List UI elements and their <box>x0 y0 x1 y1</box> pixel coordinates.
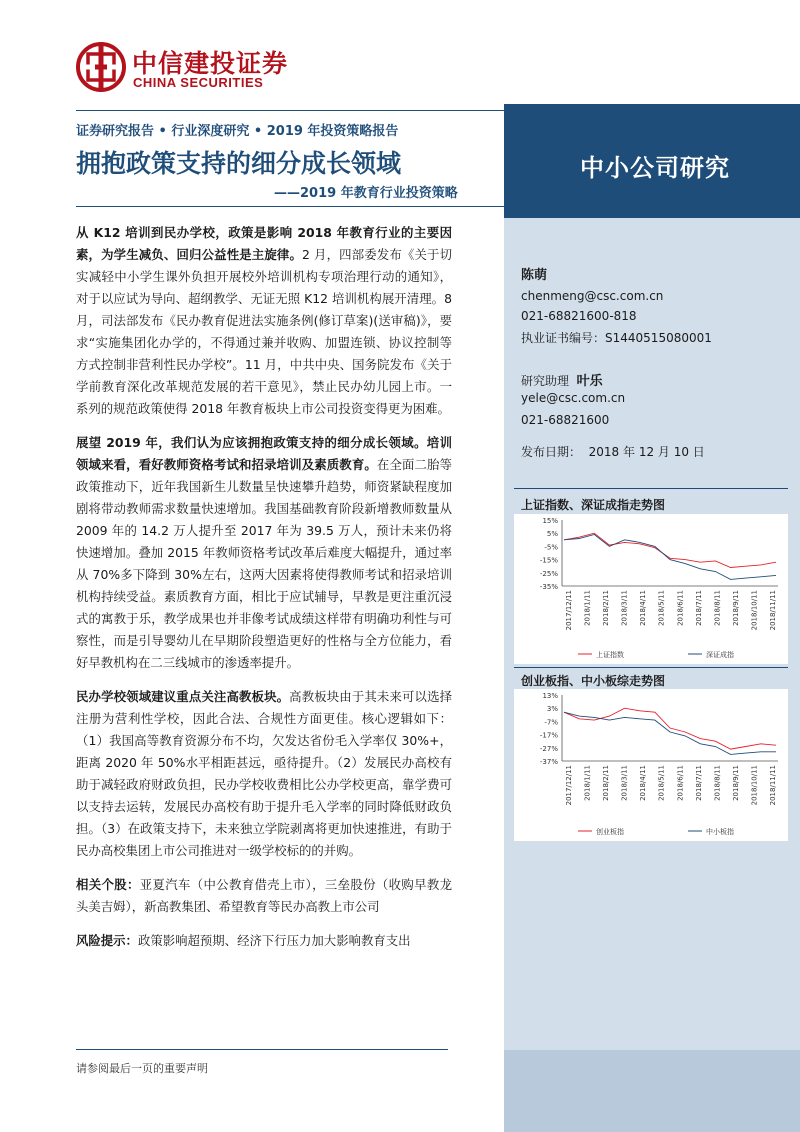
chart2-x-tick-label: 2018/4/11 <box>639 765 648 801</box>
p3-text: 高教板块由于其未来可以选择注册为营利性学校，因此合法、合规性方面更佳。核心逻辑如下：（1）我国高等教育资源分布不均，欠发达省份毛入学率仅 30%+，距离 2020 年 50%水平相距甚远，亟待提升。（2）发展民办高校有助于减轻政府财政负担，民办学校收费相比公办学校更高，靠学费可以支持去运转，发展民办高校有助于提升毛入学率的同时降低财政负担。（3）在政策支持下，未来独立学院剥离将更加快速推进，有助于民办高校集团上市公司推进对一级学校标的的并购。 <box>76 689 453 858</box>
sidebar-header <box>504 104 800 218</box>
chart2-svg <box>514 689 788 841</box>
paragraph-outlook <box>76 432 452 674</box>
cert-number: S1440515080001 <box>605 331 712 345</box>
paragraph-risk <box>76 930 452 952</box>
chart1-box <box>514 514 788 664</box>
publish-date: 2018 年 12 月 10 日 <box>588 445 705 459</box>
assistant-line <box>521 370 603 389</box>
chart2-x-tick-label: 2018/10/11 <box>750 765 759 806</box>
chart1-x-tick-label: 2018/2/11 <box>602 590 611 626</box>
chart1-x-tick-label: 2018/4/11 <box>639 590 648 626</box>
chart1-y-tick-label: 15% <box>542 517 558 525</box>
chart2-y-tick-label: -27% <box>539 744 558 753</box>
chart2-y-tick-label: -37% <box>539 758 558 766</box>
chart1-legend-label: 上证指数 <box>596 651 624 659</box>
chart2-y-tick-label: -17% <box>539 731 558 740</box>
chart1-x-tick-label: 2018/8/11 <box>713 590 722 626</box>
analyst-email[interactable]: chenmeng@csc.com.cn <box>521 289 664 303</box>
chart1-rule <box>514 488 788 489</box>
p5-text: 政策影响超预期、经济下行压力加大影响教育支出 <box>137 933 411 948</box>
brand-name-cn: 中信建投证券 <box>132 49 289 78</box>
chart1-title: 上证指数、深证成指走势图 <box>521 498 666 512</box>
chart2-x-tick-label: 2018/7/11 <box>694 765 703 801</box>
body-content <box>76 222 452 964</box>
chart1-y-tick-label: -5% <box>544 543 558 552</box>
analyst-cert <box>521 329 712 346</box>
chart1-y-tick-label: -25% <box>539 569 558 578</box>
title-bottom-rule <box>76 206 504 207</box>
chart2-x-tick-label: 2018/6/11 <box>676 765 685 801</box>
section-title: 中小公司研究 <box>580 154 730 182</box>
assistant-role: 研究助理 <box>521 374 570 388</box>
chart2-y-tick-label: 13% <box>542 692 558 700</box>
chart2-x-tick-label: 2018/8/11 <box>713 765 722 801</box>
chart1-series-line-0 <box>564 533 776 567</box>
chart1-x-tick-label: 2017/12/11 <box>565 590 573 631</box>
chart1-y-tick-label: -35% <box>539 583 558 591</box>
chart1-x-tick-label: 2018/11/11 <box>769 590 777 631</box>
assistant-email[interactable]: yele@csc.com.cn <box>521 391 626 405</box>
analyst-name: 陈萌 <box>521 268 548 283</box>
p4-lead: 相关个股： <box>76 877 140 892</box>
brand-logo <box>76 42 289 94</box>
chart2-x-tick-label: 2018/2/11 <box>602 765 611 801</box>
title-top-rule <box>76 110 504 111</box>
chart2-series-line-1 <box>564 712 776 754</box>
chart2-x-tick-label: 2018/11/11 <box>769 765 777 806</box>
breadcrumb: 证券研究报告 • 行业深度研究 • 2019 年投资策略报告 <box>76 124 399 139</box>
publish-date-line <box>521 443 705 460</box>
chart2-rule <box>514 667 788 668</box>
p1-text: 2 月，四部委发布《关于切实减轻中小学生课外负担开展校外培训机构专项治理行动的通知》，对于以应试为导向、超纲教学、无证无照 K12 培训机构展开清理。8 月，司法部发布《民办教育促进法实施条例(修订草案)(送审稿)》，要求“实施集团化办学的，不得通过兼并收购、加盟连锁、协议控制等方式控制非营利性民办学校”。11 月，中共中央、国务院发布《关于学前教育深化改革规范发展的若干意见》，禁止民办幼儿园上市。一系列的规范政策使得 2018 年教育板块上市公司投资变得更为困难。 <box>76 247 453 416</box>
chart1-legend-label: 深证成指 <box>706 651 734 659</box>
sidebar-bottom-strip <box>504 1050 800 1132</box>
chart2-x-tick-label: 2017/12/11 <box>565 765 573 806</box>
p5-lead: 风险提示： <box>76 933 138 948</box>
chart1-svg <box>514 514 788 664</box>
assistant-phone: 021-68821600 <box>521 413 610 427</box>
chart2-legend-label: 中小板指 <box>706 828 734 836</box>
analyst-phone: 021-68821600-818 <box>521 309 637 323</box>
p3-lead: 民办学校领域建议重点关注高教板块。 <box>76 689 290 704</box>
chart2-x-tick-label: 2018/5/11 <box>657 765 666 801</box>
chart2-title: 创业板指、中小板综走势图 <box>521 674 666 688</box>
chart2-x-tick-label: 2018/3/11 <box>620 765 629 801</box>
chart2-y-tick-label: 3% <box>546 705 558 714</box>
paragraph-stocks <box>76 874 452 918</box>
page-title: 拥抱政策支持的细分成长领域 <box>76 149 402 178</box>
assistant-name: 叶乐 <box>576 374 603 389</box>
chart2-series-line-0 <box>564 708 776 749</box>
chart1-x-tick-label: 2018/10/11 <box>750 590 759 631</box>
chart1-x-tick-label: 2018/1/11 <box>583 590 592 626</box>
footer-note[interactable]: 请参阅最后一页的重要声明 <box>76 1062 208 1075</box>
chart1-x-tick-label: 2018/3/11 <box>620 590 629 626</box>
chart2-x-tick-label: 2018/9/11 <box>731 765 740 801</box>
footer-rule <box>76 1049 448 1050</box>
p2-text: 在全面二胎等政策推动下，近年我国新生儿数量呈快速攀升趋势，师资紧缺程度加剧将带动教师需求数量快速增加。我国基础教育阶段新增教师数量从 2009 年的 14.2 万人提升至 2017 年为 39.5 万人，预计未来仍将快速增加。叠加 2015 年教师资格考试改革后难度大幅提升，通过率从 70%多下降到 30%左右，这两大因素将使得教师考试和招录培训机构持续受益。素质教育方面，相比于应试辅导，早教是更注重沉浸式的寓教于乐，教学成果也并非像考试成绩这样带有明确功利性与可察性，而是引导婴幼儿在早期阶段塑造更好的性格与全方位能力，看好早教机构在二三线城市的渗透率提升。 <box>76 457 453 670</box>
p1-lead: 从 K12 培训到民办学校，政策是影响 2018 年教育行业的主要因素，为学生减负、回归公益性是主旋律。 <box>76 225 452 262</box>
p4-text: 亚夏汽车（中公教育借壳上市），三垒股份（收购早教龙头美吉姆），新高教集团、希望教育等民办高教上市公司 <box>76 877 452 914</box>
chart2-legend-label: 创业板指 <box>596 828 624 836</box>
p2-lead: 展望 2019 年，我们认为应该拥抱政策支持的细分成长领域。培训领域来看，看好教师资格考试和招录培训及素质教育。 <box>76 435 452 472</box>
chart2-x-tick-label: 2018/1/11 <box>583 765 592 801</box>
chart2-y-tick-label: -7% <box>544 718 558 727</box>
chart1-x-tick-label: 2018/6/11 <box>676 590 685 626</box>
chart1-x-tick-label: 2018/5/11 <box>657 590 666 626</box>
page-subtitle: ——2019 年教育行业投资策略 <box>274 186 458 201</box>
paragraph-policy <box>76 222 452 420</box>
chart1-x-tick-label: 2018/9/11 <box>731 590 740 626</box>
publish-label: 发布日期： <box>521 445 582 459</box>
chart2-box <box>514 689 788 841</box>
brand-name-en: CHINA SECURITIES <box>133 75 264 90</box>
chart1-y-tick-label: 5% <box>546 530 558 539</box>
chart1-series-line-1 <box>564 535 776 580</box>
paragraph-higher-edu <box>76 686 452 862</box>
cert-label: 执业证书编号： <box>521 331 606 345</box>
chart1-y-tick-label: -15% <box>539 556 558 565</box>
citic-logo-icon <box>76 42 126 92</box>
chart1-x-tick-label: 2018/7/11 <box>694 590 703 626</box>
